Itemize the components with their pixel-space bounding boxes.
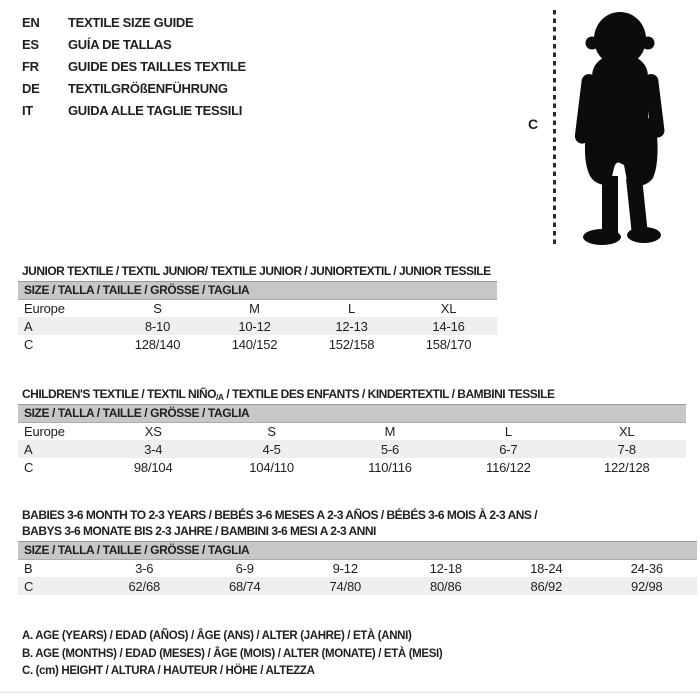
junior-size-table — [18, 299, 497, 353]
language-code: EN — [22, 15, 40, 30]
measurement-key-notes — [22, 628, 442, 681]
note-line: A. AGE (YEARS) / EDAD (AÑOS) / ÂGE (ANS) / ALTER (JAHRE) / ETÀ (ANNI) — [22, 630, 412, 642]
row-label: C — [24, 578, 34, 594]
language-code: DE — [22, 81, 40, 96]
language-title: GUIDA ALLE TAGLIE TESSILI — [68, 103, 243, 118]
size-value-cell: 18-24 — [530, 560, 563, 576]
size-value-cell: 62/68 — [128, 578, 161, 594]
size-value-cell: L — [504, 423, 512, 439]
row-label: Europe — [24, 423, 65, 439]
size-value-cell: 6-9 — [235, 560, 254, 576]
size-value-cell: 74/80 — [329, 578, 362, 594]
size-value-cell: 3-6 — [135, 560, 154, 576]
language-code: FR — [22, 59, 39, 74]
table-row-c — [18, 335, 497, 353]
size-value-cell: 5-6 — [380, 441, 400, 457]
size-value-cell: 14-16 — [432, 318, 465, 334]
size-value-cell: 104/110 — [249, 459, 294, 475]
junior-table-title — [22, 263, 491, 279]
size-value-cell: 86/92 — [530, 578, 563, 594]
babies-table-title — [22, 507, 537, 539]
language-title: TEXTILE SIZE GUIDE — [68, 15, 194, 30]
childrens-table-title — [22, 386, 554, 405]
figure-measure-label: C — [528, 116, 539, 132]
size-value-cell: S — [153, 300, 162, 316]
table-row-b — [18, 559, 697, 577]
language-title: GUÍA DE TALLAS — [68, 37, 172, 52]
row-label: C — [24, 336, 34, 352]
table-row-c — [18, 458, 686, 476]
size-header-bar: SIZE / TALLA / TAILLE / GRÖSSE / TAGLIA — [18, 404, 686, 423]
language-row — [22, 12, 246, 34]
size-value-cell: M — [249, 300, 260, 316]
note-line: C. (cm) HEIGHT / ALTURA / HAUTEUR / HÖHE / ALTEZZA — [22, 665, 315, 677]
size-value-cell: XS — [144, 423, 162, 439]
size-value-cell: 4-5 — [262, 441, 281, 457]
table-title-line: BABIES 3-6 MONTH TO 2-3 YEARS / BEBÉS 3-6 MESES A 2-3 AÑOS / BÉBÉS 3-6 MOIS À 2-3 ANS / — [22, 508, 538, 522]
language-title-list — [22, 12, 246, 122]
size-value-cell: 140/152 — [231, 336, 278, 352]
language-code: ES — [22, 37, 39, 52]
language-row — [22, 56, 246, 78]
table-title-line: CHILDREN'S TEXTILE / TEXTIL $NIÑO_{/A}$ / TEXTILE DES ENFANTS / KINDERTEXTIL / BAMBINI TESSILE — [22, 387, 555, 402]
table-row-europe — [18, 422, 686, 440]
size-value-cell: 8-10 — [144, 318, 171, 334]
table-row-europe — [18, 299, 497, 317]
size-value-cell: 128/140 — [134, 336, 181, 352]
childrens-size-table — [18, 422, 686, 476]
size-value-cell: L — [347, 300, 356, 316]
height-measure-dashed-line — [553, 10, 556, 248]
language-title: TEXTILGRÖßENFÜHRUNG — [68, 81, 228, 96]
size-value-cell: 3-4 — [144, 441, 163, 457]
row-label: B — [24, 560, 33, 576]
row-label: A — [24, 318, 33, 334]
language-row — [22, 34, 246, 56]
note-line: B. AGE (MONTHS) / EDAD (MESES) / ÂGE (MOIS) / ALTER (MONATE) / ETÀ (MESI) — [22, 647, 443, 660]
table-title-line: BABYS 3-6 MONATE BIS 2-3 JAHRE / BAMBINI 3-6 MESI A 2-3 ANNI — [22, 524, 376, 538]
row-label: Europe — [24, 300, 65, 316]
size-value-cell: XL — [440, 300, 457, 316]
table-row-a — [18, 440, 686, 458]
size-value-cell: 80/86 — [429, 578, 462, 594]
size-value-cell: 158/170 — [425, 336, 472, 352]
size-value-cell: 122/128 — [603, 459, 650, 475]
size-header-bar: SIZE / TALLA / TAILLE / GRÖSSE / TAGLIA — [18, 281, 497, 300]
babies-size-table — [18, 559, 697, 595]
size-value-cell: 110/116 — [368, 459, 412, 475]
size-value-cell: 152/158 — [328, 336, 375, 352]
size-value-cell: 9-12 — [332, 560, 358, 576]
size-value-cell: 10-12 — [238, 318, 271, 334]
table-row-a — [18, 317, 497, 335]
size-value-cell: 24-36 — [630, 560, 663, 576]
baby-silhouette-icon — [558, 8, 682, 248]
row-label: C — [24, 459, 34, 475]
table-row-c — [18, 577, 697, 595]
page-bottom-divider — [0, 692, 700, 693]
size-value-cell: M — [384, 423, 396, 439]
language-code: IT — [22, 103, 33, 118]
size-value-cell: 98/104 — [133, 459, 173, 475]
size-value-cell: 12-13 — [335, 318, 368, 334]
size-value-cell: 92/98 — [630, 578, 663, 594]
size-value-cell: S — [267, 423, 276, 439]
language-row — [22, 78, 246, 100]
size-value-cell: XL — [619, 423, 635, 439]
size-value-cell: 116/122 — [486, 459, 531, 475]
language-title: GUIDE DES TAILLES TEXTILE — [68, 59, 246, 74]
size-header-bar: SIZE / TALLA / TAILLE / GRÖSSE / TAGLIA — [18, 541, 697, 560]
size-value-cell: 6-7 — [499, 441, 518, 457]
size-value-cell: 68/74 — [228, 578, 261, 594]
table-title-line: JUNIOR TEXTILE / TEXTIL JUNIOR/ TEXTILE JUNIOR / JUNIORTEXTIL / JUNIOR TESSILE — [22, 264, 491, 278]
row-label: A — [24, 441, 33, 457]
language-row — [22, 100, 246, 122]
size-value-cell: 12-18 — [429, 560, 462, 576]
size-value-cell: 7-8 — [617, 441, 636, 457]
